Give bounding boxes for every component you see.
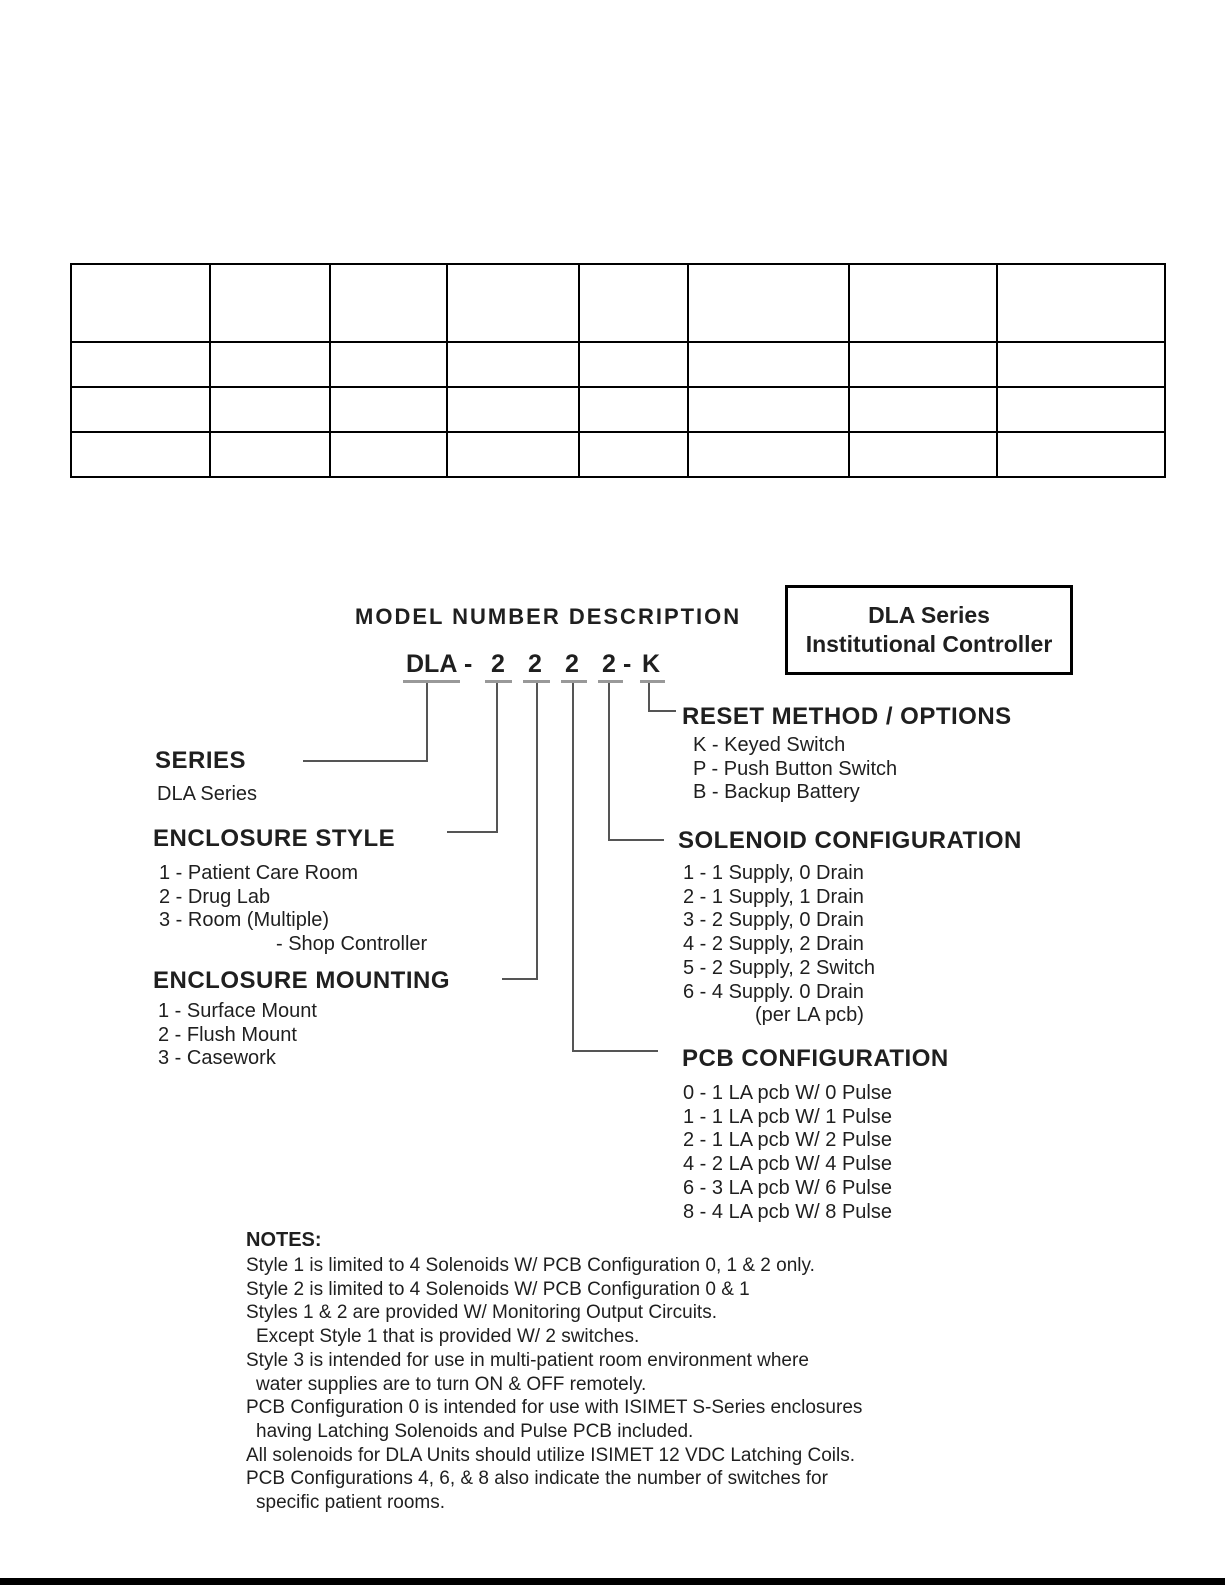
table-cell: [71, 342, 210, 387]
note-line: having Latching Solenoids and Pulse PCB included.: [256, 1420, 694, 1442]
table-cell: [210, 432, 330, 477]
table-cell: [71, 432, 210, 477]
section-pcb-configuration-heading: PCB CONFIGURATION: [682, 1045, 949, 1072]
table-cell: [688, 342, 849, 387]
model-segment-dash1: -: [464, 650, 473, 678]
section-enclosure-mounting-heading: ENCLOSURE MOUNTING: [153, 967, 450, 994]
page-title: MODEL NUMBER DESCRIPTION: [355, 604, 742, 629]
table-cell: [447, 342, 579, 387]
model-underline-pcb: [561, 680, 587, 683]
table-cell: [447, 432, 579, 477]
list-item: 1 - 1 LA pcb W/ 1 Pulse: [683, 1105, 892, 1128]
note-line: Style 1 is limited to 4 Solenoids W/ PCB Configuration 0, 1 & 2 only.: [246, 1255, 815, 1276]
connector-solenoid-horizontal: [608, 839, 664, 841]
table-cell: [330, 387, 447, 432]
table-cell: [579, 387, 688, 432]
model-underline-series: [403, 680, 460, 683]
table-cell: [330, 432, 447, 477]
connector-series-vertical: [426, 683, 428, 762]
table-cell: [997, 342, 1165, 387]
list-item: 8 - 4 LA pcb W/ 8 Pulse: [683, 1200, 892, 1223]
model-segment-series: DLA: [406, 650, 458, 678]
section-reset-method: [682, 704, 1012, 805]
series-info-box-line2: Institutional Controller: [805, 631, 1053, 657]
series-info-box: [785, 585, 1073, 675]
model-segment-solenoid: 2: [602, 650, 616, 678]
connector-style-vertical: [496, 683, 498, 833]
note-line: PCB Configurations 4, 6, & 8 also indicate the number of switches for: [246, 1468, 828, 1490]
list-item: 1 - 1 Supply, 0 Drain: [683, 862, 864, 884]
section-enclosure-style-heading: ENCLOSURE STYLE: [153, 825, 396, 852]
table-cell: [330, 342, 447, 387]
note-line: PCB Configuration 0 is intended for use with ISIMET S-Series enclosures: [246, 1397, 863, 1419]
note-line: Styles 1 & 2 are provided W/ Monitoring Output Circuits.: [246, 1302, 717, 1324]
model-segment-dash2: -: [623, 650, 632, 678]
section-reset-method-heading: RESET METHOD / OPTIONS: [682, 703, 1012, 730]
table-cell: [71, 387, 210, 432]
table-cell: [849, 342, 997, 387]
list-item: DLA Series: [157, 783, 258, 805]
connector-pcb-horizontal: [572, 1050, 658, 1052]
list-item: 4 - 2 LA pcb W/ 4 Pulse: [683, 1153, 892, 1176]
connector-solenoid-vertical: [608, 683, 610, 841]
list-item: - Shop Controller: [276, 933, 428, 956]
section-solenoid-configuration-heading: SOLENOID CONFIGURATION: [678, 827, 1022, 854]
table-cell: [849, 387, 997, 432]
blank-parts-table-body: [71, 264, 1165, 477]
note-line: specific patient rooms.: [256, 1492, 446, 1514]
list-item: 2 - 1 Supply, 1 Drain: [683, 885, 864, 908]
list-item: K - Keyed Switch: [693, 734, 846, 756]
list-item: B - Backup Battery: [693, 781, 860, 804]
connector-series-horizontal: [303, 760, 428, 762]
list-item: 2 - 1 LA pcb W/ 2 Pulse: [683, 1129, 892, 1152]
series-info-box-line1: DLA Series: [868, 602, 990, 628]
table-cell: [579, 342, 688, 387]
model-underline-solenoid: [598, 680, 623, 683]
list-item: P - Push Button Switch: [693, 757, 898, 780]
page-bottom-rule: [0, 1578, 1225, 1585]
connector-reset-horizontal: [648, 710, 676, 712]
list-item: 1 - Surface Mount: [158, 1000, 317, 1022]
note-line: Style 2 is limited to 4 Solenoids W/ PCB Configuration 0 & 1: [246, 1278, 750, 1300]
list-item: 0 - 1 LA pcb W/ 0 Pulse: [683, 1082, 892, 1104]
list-item: 6 - 4 Supply. 0 Drain: [683, 980, 864, 1003]
table-cell: [210, 387, 330, 432]
table-cell: [688, 264, 849, 342]
list-item: 3 - Room (Multiple): [159, 909, 330, 932]
list-item: 2 - Flush Mount: [158, 1023, 297, 1046]
table-cell: [997, 387, 1165, 432]
connector-reset-vertical: [648, 683, 650, 712]
notes-section: [246, 1228, 862, 1515]
table-cell: [447, 387, 579, 432]
solenoid-footnote: (per LA pcb): [755, 1004, 864, 1027]
table-cell: [688, 432, 849, 477]
table-cell: [579, 264, 688, 342]
list-item: 4 - 2 Supply, 2 Drain: [683, 933, 864, 956]
list-item: 3 - Casework: [158, 1047, 276, 1070]
model-segment-mounting: 2: [528, 650, 542, 678]
notes-heading: NOTES:: [246, 1229, 322, 1251]
table-cell: [997, 264, 1165, 342]
blank-parts-table: [70, 263, 1166, 478]
model-underline-reset: [640, 680, 665, 683]
section-series: [155, 748, 257, 807]
section-pcb-configuration: [682, 1046, 949, 1224]
section-series-heading: SERIES: [155, 747, 247, 774]
list-item: 2 - Drug Lab: [159, 885, 271, 908]
table-cell: [447, 264, 579, 342]
connector-pcb-vertical: [572, 683, 574, 1052]
section-enclosure-mounting: [153, 968, 450, 1071]
table-cell: [330, 264, 447, 342]
connector-style-horizontal: [447, 831, 498, 833]
list-item: 6 - 3 LA pcb W/ 6 Pulse: [683, 1176, 892, 1199]
model-segment-style: 2: [491, 650, 505, 678]
table-cell: [210, 342, 330, 387]
list-item: 1 - Patient Care Room: [159, 862, 358, 884]
table-cell: [71, 264, 210, 342]
table-cell: [849, 264, 997, 342]
list-item: 3 - 2 Supply, 0 Drain: [683, 909, 864, 932]
model-segment-pcb: 2: [565, 650, 579, 678]
note-line: Style 3 is intended for use in multi-patient room environment where: [246, 1349, 809, 1371]
table-cell: [579, 432, 688, 477]
note-line: water supplies are to turn ON & OFF remotely.: [256, 1373, 647, 1395]
table-cell: [849, 432, 997, 477]
list-item: 5 - 2 Supply, 2 Switch: [683, 956, 875, 979]
table-cell: [210, 264, 330, 342]
model-segment-reset: K: [642, 650, 661, 678]
table-cell: [688, 387, 849, 432]
connector-mounting-vertical: [536, 683, 538, 980]
connector-mounting-horizontal: [502, 978, 538, 980]
note-line: Except Style 1 that is provided W/ 2 switches.: [256, 1326, 640, 1348]
note-line: All solenoids for DLA Units should utilize ISIMET 12 VDC Latching Coils.: [246, 1444, 855, 1466]
section-enclosure-style: [153, 826, 427, 957]
model-underline-style: [485, 680, 512, 683]
section-solenoid-configuration: [678, 828, 1022, 1028]
table-cell: [997, 432, 1165, 477]
